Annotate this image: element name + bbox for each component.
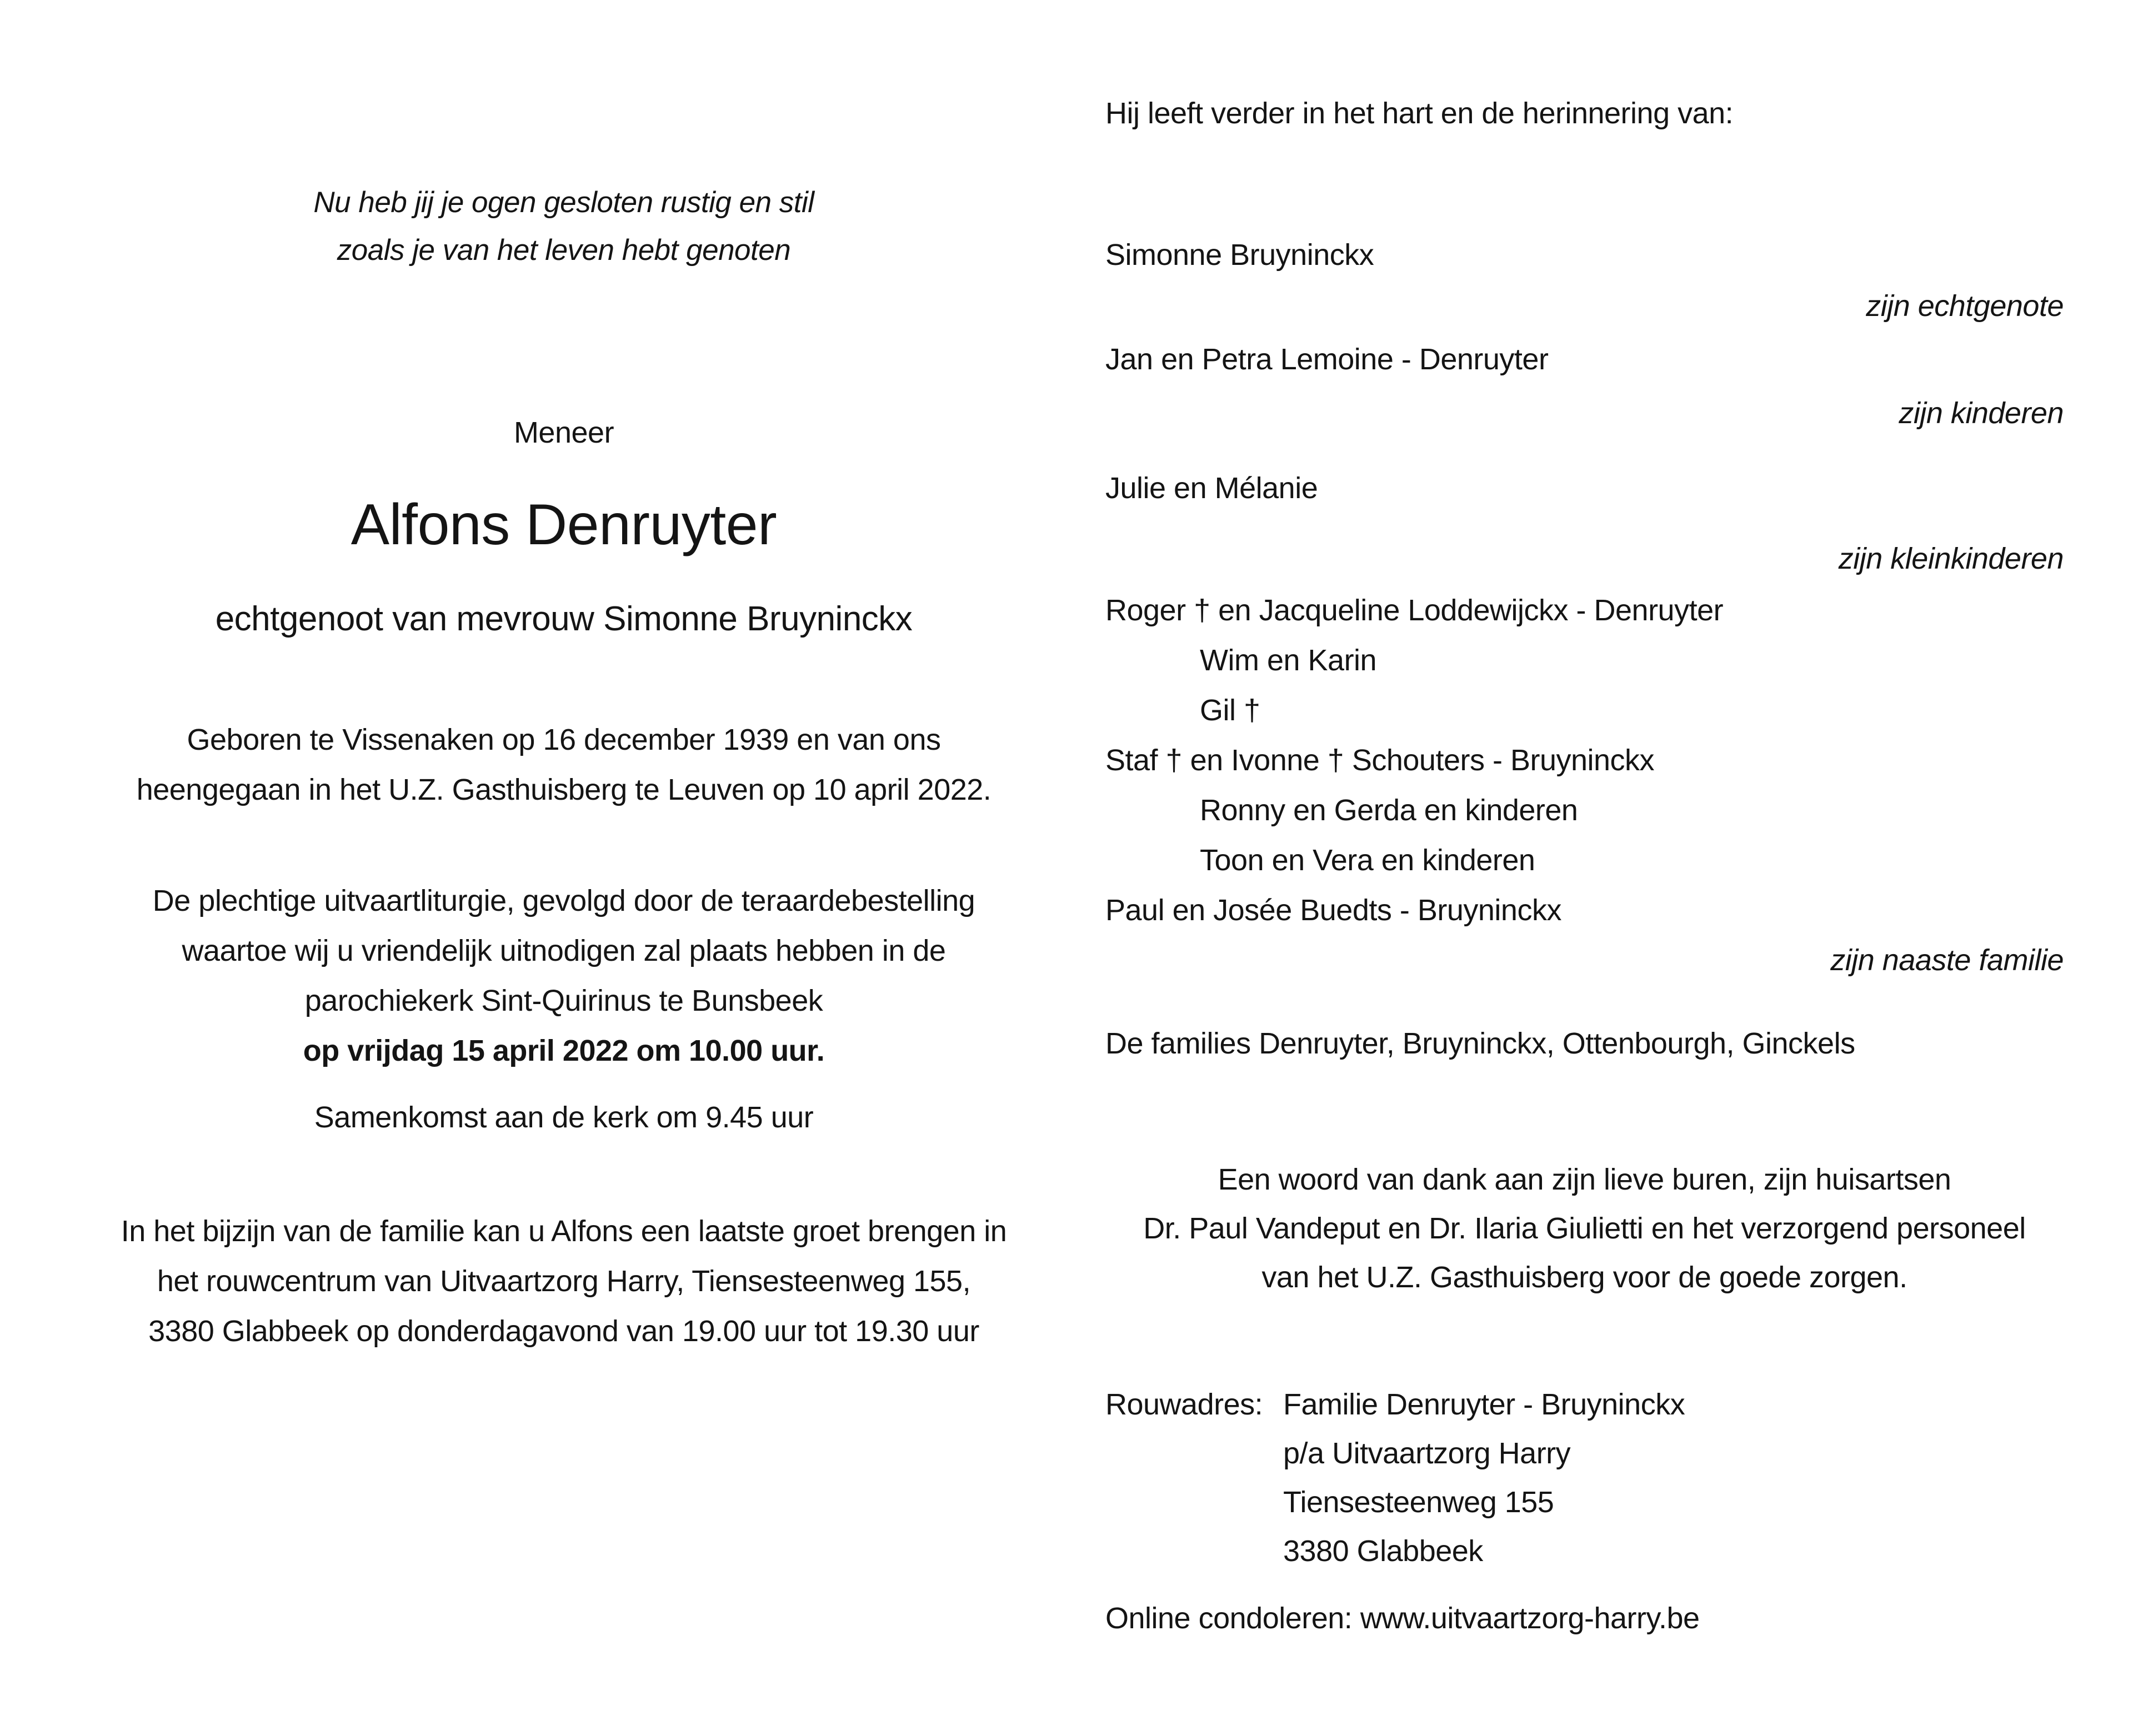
service-datetime: op vrijdag 15 april 2022 om 10.00 uur. — [303, 1034, 825, 1067]
mourning-address-line-3: Tiensesteenweg 155 — [1283, 1486, 1554, 1519]
family-line: Staf † en Ivonne † Schouters - Bruyninckx — [1105, 744, 1655, 777]
salutation: Meneer — [513, 416, 614, 449]
gathering-line: Samenkomst aan de kerk om 9.45 uur — [314, 1101, 814, 1134]
mourning-address-line-1: Familie Denruyter - Bruyninckx — [1283, 1388, 1685, 1421]
grandchildren-names: Julie en Mélanie — [1105, 471, 1318, 505]
family-label: zijn naaste familie — [1830, 944, 2064, 977]
spouse-name: Simonne Bruyninckx — [1105, 238, 1374, 272]
children-label: zijn kinderen — [1899, 397, 2064, 430]
service-info-line-3: parochiekerk Sint-Quirinus te Bunsbeek — [304, 984, 823, 1017]
poem-line-1: Nu heb jij je ogen gesloten rustig en stil — [313, 186, 814, 219]
relation-line: echtgenoot van mevrouw Simonne Bruyninckx — [215, 600, 913, 638]
online-condolence-label: Online condoleren: — [1105, 1602, 1353, 1635]
intro-line: Hij leeft verder in het hart en de herinnering van: — [1105, 97, 1734, 130]
family-line: Gil † — [1200, 694, 1260, 727]
life-dates-line-2: heengegaan in het U.Z. Gasthuisberg te Leuven op 10 april 2022. — [136, 773, 992, 806]
spouse-label: zijn echtgenote — [1866, 289, 2064, 323]
family-line: Wim en Karin — [1200, 644, 1377, 677]
visitation-line-3: 3380 Glabbeek op donderdagavond van 19.00 uur tot 19.30 uur — [148, 1314, 979, 1348]
left-column — [86, 0, 1042, 1736]
family-line: Roger † en Jacqueline Loddewijckx - Denruyter — [1105, 594, 1724, 627]
life-dates-line-1: Geboren te Vissenaken op 16 december 1939 en van ons — [187, 723, 941, 756]
family-line: Toon en Vera en kinderen — [1200, 844, 1535, 877]
visitation-line-2: het rouwcentrum van Uitvaartzorg Harry, Tiensesteenweg 155, — [157, 1265, 971, 1298]
deceased-name: Alfons Denruyter — [351, 493, 777, 557]
visitation-line-1: In het bijzijn van de familie kan u Alfons een laatste groet brengen in — [121, 1215, 1007, 1248]
family-line: Paul en Josée Buedts - Bruyninckx — [1105, 894, 1561, 927]
online-condolence-url[interactable]: www.uitvaartzorg-harry.be — [1360, 1602, 1700, 1635]
mourning-address-line-4: 3380 Glabbeek — [1283, 1534, 1483, 1568]
service-info-line-2: waartoe wij u vriendelijk uitnodigen zal plaats hebben in de — [182, 934, 946, 967]
children-names: Jan en Petra Lemoine - Denruyter — [1105, 343, 1549, 376]
thanks-line-2: Dr. Paul Vandeput en Dr. Ilaria Giulietti en het verzorgend personeel — [1143, 1212, 2026, 1245]
family-line: Ronny en Gerda en kinderen — [1200, 794, 1578, 827]
online-condolence-line — [1105, 1602, 1700, 1635]
thanks-line-1: Een woord van dank aan zijn lieve buren, zijn huisartsen — [1218, 1163, 1951, 1196]
mourning-address-line-2: p/a Uitvaartzorg Harry — [1283, 1437, 1571, 1470]
grandchildren-label: zijn kleinkinderen — [1838, 542, 2064, 575]
service-info-line-1: De plechtige uitvaartliturgie, gevolgd door de teraardebestelling — [152, 884, 975, 917]
thanks-line-3: van het U.Z. Gasthuisberg voor de goede zorgen. — [1261, 1261, 1907, 1294]
poem-line-2: zoals je van het leven hebt genoten — [337, 234, 791, 267]
mourning-address-label: Rouwadres: — [1105, 1388, 1263, 1421]
right-column — [1105, 0, 2064, 1736]
families-line: De families Denruyter, Bruyninckx, Ottenbourgh, Ginckels — [1105, 1027, 1855, 1060]
